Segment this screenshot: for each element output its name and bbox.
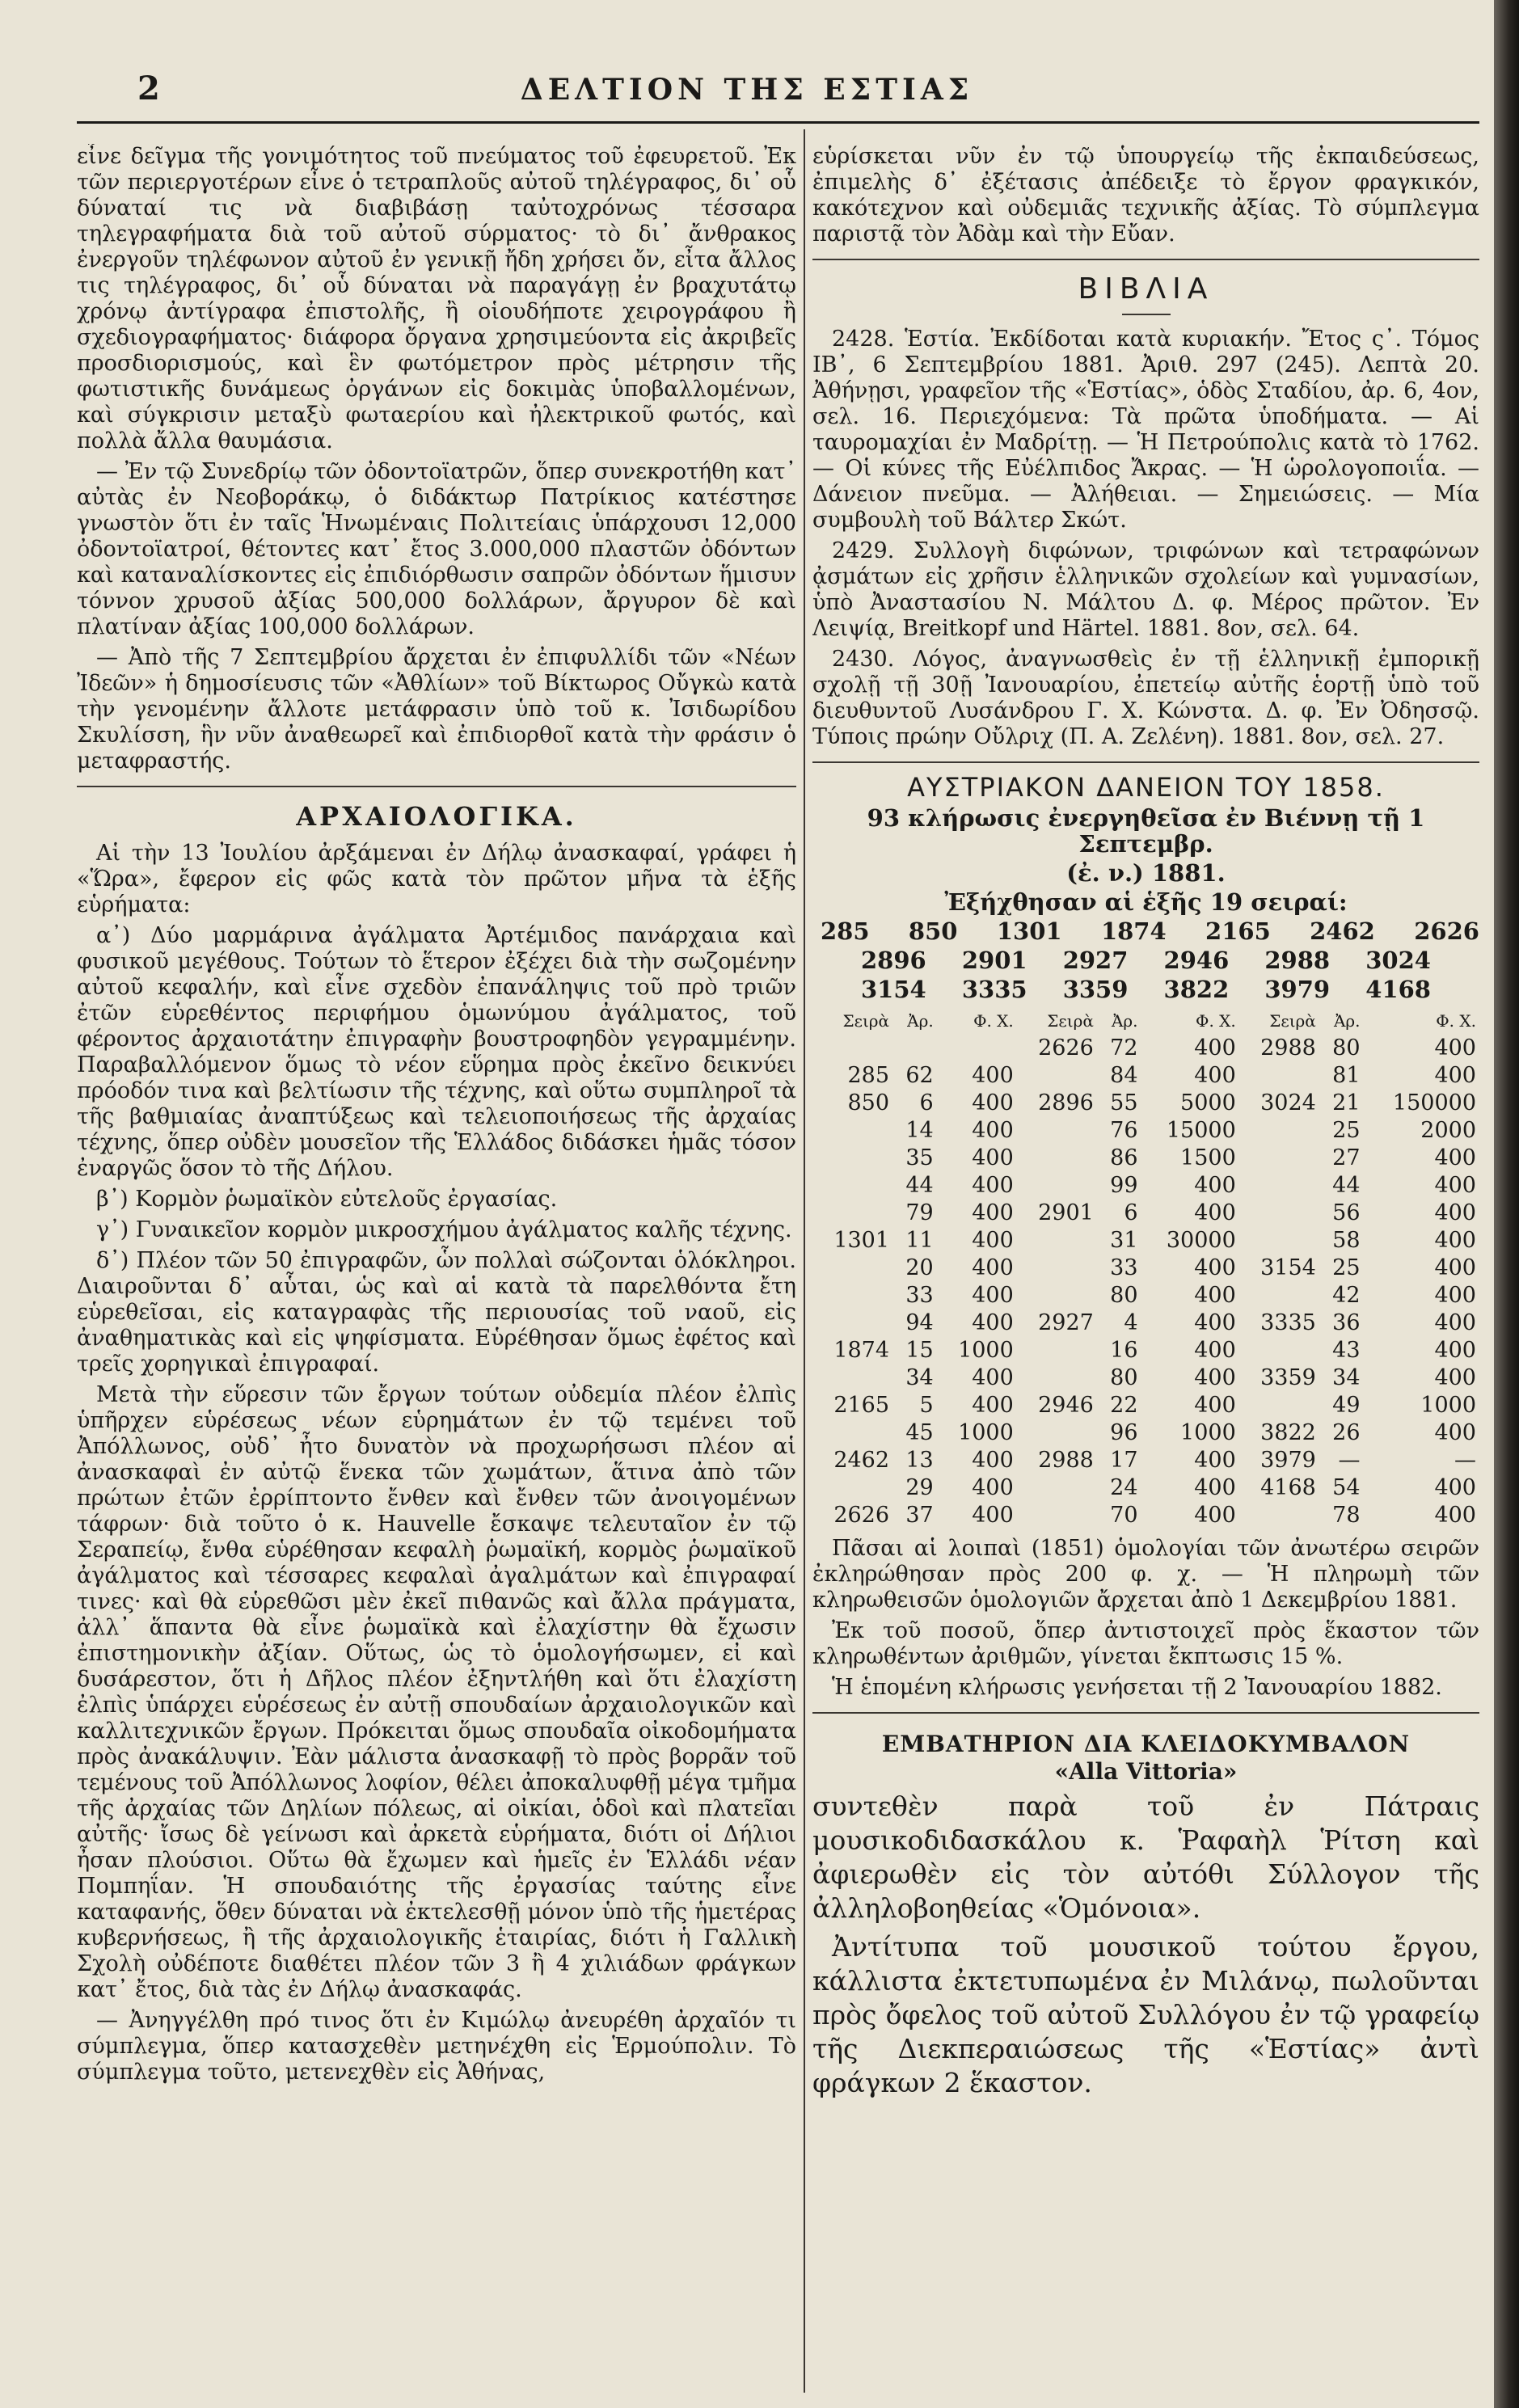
table-cell: 400 bbox=[1194, 1310, 1236, 1335]
table-cell: 400 bbox=[972, 1393, 1014, 1418]
march-title: ΕΜΒΑΤΗΡΙΟΝ ΔΙΑ ΚΛΕΙΔΟΚΥΜΒΑΛΟΝ bbox=[881, 1731, 1411, 1757]
table-header-cell: Φ. Χ. bbox=[1196, 1011, 1236, 1031]
loan-title: ΑΥΣΤΡΙΑΚΟΝ ΔΑΝΕΙΟΝ ΤΟΥ 1858. bbox=[907, 772, 1385, 803]
section-rule bbox=[812, 1712, 1479, 1714]
table-cell: 35 bbox=[905, 1145, 934, 1170]
series-number: 3359 bbox=[1062, 976, 1129, 1003]
table-cell bbox=[1239, 1172, 1319, 1200]
table-cell: 150000 bbox=[1392, 1090, 1476, 1115]
table-row bbox=[812, 1337, 1479, 1364]
series-number: 850 bbox=[908, 917, 958, 945]
table-cell: 400 bbox=[972, 1063, 1014, 1088]
table-row bbox=[812, 1282, 1479, 1309]
table-cell: 3335 bbox=[1260, 1310, 1316, 1335]
table-cell: 44 bbox=[1332, 1173, 1361, 1198]
table-cell: 3822 bbox=[1260, 1420, 1316, 1445]
table-cell: 400 bbox=[1194, 1448, 1236, 1473]
section-title-archaeology: ΑΡΧΑΙΟΛΟΓΙΚΑ. bbox=[296, 801, 577, 832]
table-cell: 34 bbox=[1332, 1365, 1361, 1390]
table-cell: 86 bbox=[1110, 1145, 1138, 1170]
series-number: 4168 bbox=[1365, 976, 1431, 1003]
table-cell: 400 bbox=[1194, 1035, 1236, 1061]
drawing-results-table bbox=[812, 1007, 1479, 1529]
table-cell: 400 bbox=[1434, 1420, 1476, 1445]
table-header-cell: Φ. Χ. bbox=[973, 1011, 1014, 1031]
series-number: 1874 bbox=[1100, 917, 1167, 945]
series-number: 2896 bbox=[861, 947, 926, 974]
table-cell: 400 bbox=[1194, 1063, 1236, 1088]
table-cell bbox=[812, 1200, 892, 1227]
table-cell: 72 bbox=[1110, 1035, 1138, 1061]
paragraph: — Ἐν τῷ Συνεδρίῳ τῶν ὀδοντοϊατρῶν, ὅπερ συνεκροτήθη κατ᾿ αὐτὰς ἐν Νεοβοράκῳ, ὁ διδάκτωρ Πατρίκιος κατέστησε γνωστὸν ὅτι ἐν ταῖς Ἡνωμέναις Πολιτείαις ὑπάρχουσι 12,000 ὀδοντοϊατροί, θέτοντες κατ᾿ ἔτος 3.000,000 πλαστῶν ὀδόντων καὶ καταναλίσκοντες εἰς ἐπιδιόρθωσιν σαπρῶν ὀδόντων ἥμισυν τόννον χρυσοῦ ἀξίας 500,000 δολλάρων, ἄργυρον δὲ καὶ πλατίναν ἀξίας 100,000 δολλάρων. bbox=[77, 459, 796, 639]
table-cell: 70 bbox=[1110, 1503, 1138, 1528]
table-row bbox=[812, 1474, 1479, 1502]
table-cell bbox=[1239, 1392, 1319, 1419]
table-cell: 400 bbox=[1434, 1338, 1476, 1363]
table-cell: 25 bbox=[1332, 1118, 1361, 1143]
finding-item: δ᾿) Πλέον τῶν 50 ἐπιγραφῶν, ὧν πολλαὶ σώζονται ὁλόκληροι. Διαιροῦνται δ᾿ αὗται, ὡς καὶ αἱ κατὰ τὰ παρελθόντα ἔτη εὑρεθεῖσαι, εἰς καταγραφὰς τῆς περιουσίας τοῦ ναοῦ, εἰς ἀναθηματικὰς καὶ εἰς ψηφίσματα. Εὑρέθησαν ὅμως ἐφέτος καὶ τρεῖς χορηγικαὶ ἐπιγραφαί. bbox=[77, 1248, 796, 1377]
table-cell: 20 bbox=[905, 1255, 934, 1280]
series-number: 2946 bbox=[1163, 947, 1230, 974]
table-cell: 43 bbox=[1332, 1338, 1361, 1363]
series-number: 3154 bbox=[861, 976, 926, 1003]
series-number: 2462 bbox=[1310, 917, 1375, 945]
series-number: 2626 bbox=[1414, 917, 1479, 945]
table-row bbox=[812, 1447, 1479, 1474]
series-list-row bbox=[812, 918, 1479, 944]
table-cell: 84 bbox=[1110, 1063, 1138, 1088]
table-cell: 78 bbox=[1332, 1503, 1361, 1528]
table-cell: 15000 bbox=[1166, 1118, 1236, 1143]
paragraph: Αἱ τὴν 13 Ἰουλίου ἀρξάμεναι ἐν Δήλῳ ἀνασκαφαί, γράφει ἡ «Ὥρα», ἔφερον εἰς φῶς κατὰ τὸν πρῶτον μῆνα τὰ ἑξῆς εὑρήματα: bbox=[77, 841, 796, 917]
table-row bbox=[812, 1502, 1479, 1529]
table-cell: 25 bbox=[1332, 1255, 1361, 1280]
table-cell bbox=[1017, 1255, 1097, 1282]
series-number: 2988 bbox=[1264, 947, 1331, 974]
table-cell: 49 bbox=[1332, 1393, 1361, 1418]
table-cell: 3359 bbox=[1260, 1365, 1316, 1390]
table-cell: 44 bbox=[905, 1173, 934, 1198]
table-cell: 400 bbox=[972, 1310, 1014, 1335]
table-cell bbox=[812, 1282, 892, 1309]
table-cell: 26 bbox=[1332, 1420, 1361, 1445]
table-cell: 2988 bbox=[1260, 1035, 1316, 1061]
table-cell: 400 bbox=[1194, 1338, 1236, 1363]
table-cell: 400 bbox=[972, 1090, 1014, 1115]
table-cell: — bbox=[1454, 1448, 1476, 1473]
series-number: 3979 bbox=[1264, 976, 1331, 1003]
series-list-row bbox=[812, 947, 1479, 973]
table-cell: — bbox=[1338, 1448, 1361, 1473]
table-cell: 400 bbox=[1194, 1200, 1236, 1225]
table-cell: 2626 bbox=[1038, 1035, 1094, 1061]
table-row bbox=[812, 1062, 1479, 1090]
table-cell: 400 bbox=[1434, 1255, 1476, 1280]
book-entry: 2429. Συλλογὴ διφώνων, τριφώνων καὶ τετραφώνων ᾀσμάτων εἰς χρῆσιν ἑλληνικῶν σχολείων καὶ γυμνασίων, ὑπὸ Ἀναστασίου Ν. Μάλτου Δ. φ. Μέρος πρῶτον. Ἐν Λειψίᾳ, Breitkopf und Härtel. 1881. 8ον, σελ. 64. bbox=[812, 538, 1479, 641]
table-cell bbox=[812, 1117, 892, 1145]
table-cell: 2896 bbox=[1038, 1090, 1094, 1115]
table-cell: 400 bbox=[972, 1228, 1014, 1253]
paragraph: Ἀντίτυπα τοῦ μουσικοῦ τούτου ἔργου, κάλλιστα ἐκτετυπωμένα ἐν Μιλάνῳ, πωλοῦνται πρὸς ὄφελος τοῦ αὐτοῦ Συλλόγου ἐν τῷ γραφείῳ τῆς Διεκπεραιώσεως τῆς «Ἑστίας» ἀντὶ φράγκων 2 ἕκαστον. bbox=[812, 1931, 1479, 2098]
table-cell: 1000 bbox=[1420, 1393, 1476, 1418]
table-cell: 37 bbox=[905, 1503, 934, 1528]
table-cell: 1301 bbox=[833, 1228, 890, 1253]
section-rule bbox=[812, 259, 1479, 260]
paragraph: συντεθὲν παρὰ τοῦ ἐν Πάτραις μουσικοδιδασκάλου κ. Ῥαφαὴλ Ῥίτση καὶ ἀφιερωθὲν εἰς τὸν αὐτόθι Σύλλογον τῆς ἀλληλοβοηθείας «Ὁμόνοια». bbox=[812, 1790, 1479, 1924]
table-cell bbox=[812, 1364, 892, 1392]
table-header-cell: Ἀρ. bbox=[1333, 1011, 1361, 1031]
table-cell bbox=[812, 1309, 892, 1337]
table-cell: 3979 bbox=[1260, 1448, 1316, 1473]
table-cell: 1000 bbox=[1180, 1420, 1236, 1445]
table-cell: 400 bbox=[1434, 1503, 1476, 1528]
left-column bbox=[77, 144, 796, 2399]
table-cell: 1874 bbox=[833, 1338, 890, 1363]
header-rule bbox=[77, 121, 1479, 124]
table-row bbox=[812, 1364, 1479, 1392]
paragraph: — Ἀνηγγέλθη πρό τινος ὅτι ἐν Κιμώλῳ ἀνευρέθη ἀρχαῖόν τι σύμπλεγμα, ὅπερ κατασχεθὲν μετηνέχθη εἰς Ἑρμούπολιν. Τὸ σύμπλεγμα τοῦτο, μετενεχθὲν εἰς Ἀθήνας, bbox=[77, 2008, 796, 2085]
table-cell bbox=[1017, 1117, 1097, 1145]
table-cell: 79 bbox=[905, 1200, 934, 1225]
march-subtitle: «Alla Vittoria» bbox=[1054, 1758, 1238, 1785]
table-cell bbox=[1239, 1117, 1319, 1145]
table-cell bbox=[812, 1145, 892, 1172]
series-number: 2165 bbox=[1205, 917, 1271, 945]
series-number: 285 bbox=[821, 917, 870, 945]
series-number: 2901 bbox=[961, 947, 1027, 974]
table-cell bbox=[1239, 1200, 1319, 1227]
table-row bbox=[812, 1255, 1479, 1282]
paragraph: εἶνε δεῖγμα τῆς γονιμότητος τοῦ πνεύματος τοῦ ἐφευρετοῦ. Ἐκ τῶν περιεργοτέρων εἶνε ὁ τετραπλοῦς αὐτοῦ τηλέγραφος, δι᾿ οὗ δύναταί τις νὰ διαβιβάσῃ ταὐτοχρόνως τέσσαρα τηλεγραφήματα διὰ τοῦ αὐτοῦ σύρματος· τὸ δι᾿ ἄνθρακος ἐνεργοῦν τηλέφωνον αὐτοῦ ἐν γενικῇ ἤδη χρήσει ὄν, εἶτα ἄλλος τις τηλέγραφος, δι᾿ οὗ δύναται νὰ παραγάγῃ ἐν βραχυτάτῳ χρόνῳ ἀντίγραφα ἐπιστολῆς, ἢ οἱουδήποτε χειρογράφου ἢ σχεδιογραφήματος· διάφορα ὄργανα χρησιμεύοντα εἰς ἀκριβεῖς προσδιορισμούς, καὶ ἓν φωτόμετρον πρὸς μέτρησιν τῆς φωτιστικῆς δυνάμεως ὀργάνων εἰς δοκιμὰς ὑποβαλλομένων, καὶ σύγκρισιν μεταξὺ φωταερίου καὶ ἠλεκτρικοῦ φωτός, καὶ πολλὰ ἄλλα θαυμάσια. bbox=[77, 144, 796, 453]
table-cell: 400 bbox=[1434, 1145, 1476, 1170]
table-row bbox=[812, 1227, 1479, 1255]
table-cell: 400 bbox=[1194, 1283, 1236, 1308]
table-cell: 3024 bbox=[1260, 1090, 1316, 1115]
table-cell: 4168 bbox=[1260, 1475, 1316, 1500]
table-cell: 1000 bbox=[958, 1420, 1014, 1445]
table-cell bbox=[812, 1255, 892, 1282]
table-cell: 5 bbox=[919, 1393, 934, 1418]
table-cell: 400 bbox=[972, 1475, 1014, 1500]
table-cell: 21 bbox=[1332, 1090, 1361, 1115]
table-cell: 80 bbox=[1110, 1365, 1138, 1390]
paragraph: εὑρίσκεται νῦν ἐν τῷ ὑπουργείῳ τῆς ἐκπαιδεύσεως, ἐπιμελὴς δ᾿ ἐξέτασις ἀπέδειξε τὸ ἔργον φραγκικόν, κακότεχνον καὶ οὐδεμιᾶς τεχνικῆς ἀξίας. Τὸ σύμπλεγμα παριστᾷ τὸν Ἀδὰμ καὶ τὴν Εὔαν. bbox=[812, 144, 1479, 247]
table-cell bbox=[812, 1419, 892, 1447]
table-cell: 80 bbox=[1332, 1035, 1361, 1061]
scan-edge bbox=[1494, 0, 1519, 2408]
table-cell: 400 bbox=[972, 1173, 1014, 1198]
table-cell: 14 bbox=[905, 1118, 934, 1143]
table-cell: 24 bbox=[1110, 1475, 1138, 1500]
table-cell: 400 bbox=[1194, 1393, 1236, 1418]
table-cell: 99 bbox=[1110, 1173, 1138, 1198]
table-cell bbox=[892, 1035, 937, 1062]
table-cell bbox=[1239, 1282, 1319, 1309]
table-row bbox=[812, 1117, 1479, 1145]
table-cell: 56 bbox=[1332, 1200, 1361, 1225]
series-number: 1301 bbox=[996, 917, 1062, 945]
table-row bbox=[812, 1090, 1479, 1117]
table-cell: 16 bbox=[1110, 1338, 1138, 1363]
table-cell: 94 bbox=[905, 1310, 934, 1335]
table-cell: 22 bbox=[1110, 1393, 1138, 1418]
table-row bbox=[812, 1392, 1479, 1419]
table-cell: 400 bbox=[1434, 1310, 1476, 1335]
page-number: 2 bbox=[137, 70, 160, 108]
table-row bbox=[812, 1035, 1479, 1062]
table-cell bbox=[937, 1035, 1017, 1062]
finding-item: α᾿) Δύο μαρμάρινα ἀγάλματα Ἀρτέμιδος πανάρχαια καὶ φυσικοῦ μεγέθους. Τούτων τὸ ἕτερον ἐξέχει διὰ τὴν σωζομένην αὐτοῦ κεφαλήν, καὶ εἶνε σχεδὸν ἐπανάληψις τοῦ πρὸ τριῶν ἐτῶν εὑρεθέντος περιφήμου ὁμωνύμου ἀγάλματος, τοῦ φέροντος ἀρχαιοτάτην ἐπιγραφὴν βουστροφηδὸν γεγραμμένην. Παραβαλλόμενον ὅμως τὸ νέον εὕρημα πρὸς ἐκεῖνο δεικνύει πρόοδόν τινα καὶ βελτίωσιν τῆς τέχνης, καὶ οὕτω συμπληροῖ τὰ τῆς βαθμιαίας ἀναπτύξεως καὶ τελειοποιήσεως τῆς ἀρχαίας τέχνης, ὅπερ οὐδὲν μουσεῖον τῆς Ἑλλάδος διδάσκει ἡμᾶς τόσον ἐναργῶς ὅσον τὸ τῆς Δήλου. bbox=[77, 923, 796, 1181]
table-row bbox=[812, 1309, 1479, 1337]
table-cell: 2901 bbox=[1038, 1200, 1094, 1225]
table-cell: 400 bbox=[1434, 1475, 1476, 1500]
march-description bbox=[812, 1790, 1479, 2100]
table-cell: 6 bbox=[919, 1090, 934, 1115]
table-cell: 400 bbox=[1194, 1255, 1236, 1280]
table-cell: 400 bbox=[1434, 1365, 1476, 1390]
table-cell: 30000 bbox=[1166, 1228, 1236, 1253]
table-cell: 34 bbox=[905, 1365, 934, 1390]
section-title-books: ΒΙΒΛΙΑ bbox=[1078, 272, 1214, 306]
table-header-cell: Σειρὰ bbox=[842, 1011, 890, 1031]
table-cell bbox=[1239, 1062, 1319, 1090]
table-cell: 400 bbox=[1434, 1283, 1476, 1308]
table-cell: 400 bbox=[972, 1503, 1014, 1528]
section-rule bbox=[77, 786, 796, 787]
table-cell bbox=[1239, 1145, 1319, 1172]
table-cell: 62 bbox=[905, 1063, 934, 1088]
table-cell: 400 bbox=[1434, 1228, 1476, 1253]
loan-note: Πᾶσαι αἱ λοιπαὶ (1851) ὁμολογίαι τῶν ἀνωτέρω σειρῶν ἐκληρώθησαν πρὸς 200 φ. χ. — Ἡ πληρωμὴ τῶν κληρωθεισῶν ὁμολογιῶν ἄρχεται ἀπὸ 1 Δεκεμβρίου 1881. bbox=[812, 1536, 1479, 1613]
table-cell: 2000 bbox=[1420, 1118, 1476, 1143]
table-cell: 29 bbox=[905, 1475, 934, 1500]
table-cell: 2462 bbox=[833, 1448, 890, 1473]
table-cell: 400 bbox=[1194, 1503, 1236, 1528]
table-header-cell: Ἀρ. bbox=[907, 1011, 934, 1031]
table-cell: 80 bbox=[1110, 1283, 1138, 1308]
finding-item: β᾿) Κορμὸν ῥωμαϊκὸν εὐτελοῦς ἐργασίας. bbox=[96, 1187, 558, 1212]
loan-series-line: Ἐξήχθησαν αἱ ἑξῆς 19 σειραί: bbox=[944, 888, 1348, 916]
series-list-row bbox=[812, 976, 1479, 1002]
table-cell: 285 bbox=[847, 1063, 890, 1088]
table-header-cell: Σειρὰ bbox=[1047, 1011, 1094, 1031]
table-cell: 3154 bbox=[1260, 1255, 1316, 1280]
table-row bbox=[812, 1172, 1479, 1200]
table-cell: 17 bbox=[1110, 1448, 1138, 1473]
table-header-cell: Φ. Χ. bbox=[1436, 1011, 1476, 1031]
table-body bbox=[812, 1035, 1479, 1529]
paragraph: — Ἀπὸ τῆς 7 Σεπτεμβρίου ἄρχεται ἐν ἐπιφυλλίδι τῶν «Νέων Ἰδεῶν» ἡ δημοσίευσις τῶν «Ἀθλίων» τοῦ Βίκτωρος Οὔγκὼ κατὰ τὴν γενομένην ἄλλοτε μετάφρασιν ὑπὸ τοῦ κ. Ἰσιδωρίδου Σκυλίσση, ἣν νῦν ἀναθεωρεῖ καὶ ἐπιδιορθοῖ κατὰ τὴν φράσιν ὁ μεταφραστής. bbox=[77, 645, 796, 774]
table-cell: 400 bbox=[1194, 1475, 1236, 1500]
section-rule bbox=[812, 761, 1479, 763]
table-cell: 4 bbox=[1124, 1310, 1138, 1335]
table-cell: 400 bbox=[1194, 1365, 1236, 1390]
table-cell: 2988 bbox=[1038, 1448, 1094, 1473]
table-header-cell: Ἀρ. bbox=[1111, 1011, 1138, 1031]
series-number: 3822 bbox=[1163, 976, 1230, 1003]
table-cell bbox=[1017, 1419, 1097, 1447]
table-cell bbox=[812, 1035, 892, 1062]
table-cell: 15 bbox=[905, 1338, 934, 1363]
table-cell bbox=[1017, 1282, 1097, 1309]
table-cell: 96 bbox=[1110, 1420, 1138, 1445]
table-cell bbox=[1017, 1474, 1097, 1502]
page-header bbox=[0, 57, 1494, 121]
table-cell: 81 bbox=[1332, 1063, 1361, 1088]
table-row bbox=[812, 1200, 1479, 1227]
table-cell: 400 bbox=[1434, 1200, 1476, 1225]
table-cell: 400 bbox=[972, 1255, 1014, 1280]
table-cell: 400 bbox=[972, 1118, 1014, 1143]
series-number: 3024 bbox=[1365, 947, 1431, 974]
table-cell: 58 bbox=[1332, 1228, 1361, 1253]
table-cell: 400 bbox=[972, 1200, 1014, 1225]
book-entry: 2428. Ἑστία. Ἐκδίδοται κατὰ κυριακήν. Ἔτος ς᾿. Τόμος ΙΒ᾿, 6 Σεπτεμβρίου 1881. Ἀριθ. 297 (245). Λεπτὰ 20. Ἀθήνῃσι, γραφεῖον τῆς «Ἑστίας», ὁδὸς Σταδίου, ἀρ. 6, 4ον, σελ. 16. Περιεχόμενα: Τὰ πρῶτα ὑποδήματα. — Αἱ ταυρομαχίαι ἐν Μαδρίτῃ. — Ἡ Πετρούπολις κατὰ τὸ 1762. — Οἱ κύνες τῆς Εὐέλπιδος Ἄκρας. — Ἡ ὡρολογοποιΐα. — Δάνειον πνεῦμα. — Ἀλήθειαι. — Σημειώσεις. — Μία συμβουλὴ τοῦ Βάλτερ Σκώτ. bbox=[812, 327, 1479, 533]
short-rule bbox=[1122, 314, 1171, 315]
right-column bbox=[812, 144, 1479, 2399]
loan-note: Ἡ ἑπομένη κλήρωσις γενήσεται τῇ 2 Ἰανουαρίου 1882. bbox=[832, 1675, 1442, 1700]
table-cell: 33 bbox=[905, 1283, 934, 1308]
table-cell bbox=[1239, 1502, 1319, 1529]
table-cell: 400 bbox=[1434, 1035, 1476, 1061]
table-cell: 33 bbox=[1110, 1255, 1138, 1280]
table-cell bbox=[1239, 1337, 1319, 1364]
table-cell: 31 bbox=[1110, 1228, 1138, 1253]
table-cell bbox=[1017, 1364, 1097, 1392]
table-cell: 2165 bbox=[833, 1393, 890, 1418]
table-cell: 400 bbox=[972, 1283, 1014, 1308]
table-cell: 400 bbox=[1434, 1063, 1476, 1088]
table-cell bbox=[1017, 1145, 1097, 1172]
table-cell bbox=[1017, 1062, 1097, 1090]
table-cell: 36 bbox=[1332, 1310, 1361, 1335]
table-header-row bbox=[812, 1007, 1479, 1035]
table-cell: 45 bbox=[905, 1420, 934, 1445]
table-cell: 1000 bbox=[958, 1338, 1014, 1363]
table-cell bbox=[1017, 1337, 1097, 1364]
table-cell: 2927 bbox=[1038, 1310, 1094, 1335]
table-cell bbox=[812, 1172, 892, 1200]
table-cell: 400 bbox=[972, 1365, 1014, 1390]
table-cell: 1500 bbox=[1180, 1145, 1236, 1170]
table-cell bbox=[1017, 1172, 1097, 1200]
finding-item: γ᾿) Γυναικεῖον κορμὸν μικροσχήμου ἀγάλματος καλῆς τέχνης. bbox=[96, 1217, 792, 1242]
table-cell bbox=[1239, 1227, 1319, 1255]
table-cell: 2626 bbox=[833, 1503, 890, 1528]
table-cell: 6 bbox=[1124, 1200, 1138, 1225]
table-row bbox=[812, 1145, 1479, 1172]
table-cell bbox=[1017, 1227, 1097, 1255]
table-cell: 400 bbox=[1194, 1173, 1236, 1198]
table-cell: 55 bbox=[1110, 1090, 1138, 1115]
table-cell: 400 bbox=[972, 1145, 1014, 1170]
table-cell: 42 bbox=[1332, 1283, 1361, 1308]
paragraph: Μετὰ τὴν εὕρεσιν τῶν ἔργων τούτων οὐδεμία πλέον ἐλπὶς ὑπῆρχεν εὑρέσεως νέων εὑρημάτων ἐν τῷ τεμένει τοῦ Ἀπόλλωνος, οὐδ᾿ ἦτο δυνατὸν νὰ προχωρήσωσι πλέον αἱ ἀνασκαφαὶ ἐν αὐτῷ ἕνεκα τῶν χωμάτων, ἅτινα ἀπὸ τῶν πρώτων ἐτῶν ἐρρίπτοντο ἔνθεν καὶ ἔνθεν τῶν ἀνοιγομένων τάφρων· διὰ τοῦτο ὁ κ. Hauvelle ἔσκαψε τελευταῖον ἐν τῷ Σεραπείῳ, ἔνθα εὑρέθησαν κεφαλὴ ῥωμαϊκή, κορμὸς ῥωμαϊκοῦ ἀγάλματος καὶ τέσσαρες κεφαλαὶ ἀγαλμάτων καὶ ἐπιγραφαί τινες· καὶ θὰ εὑρεθῶσι μὲν ἐκεῖ πιθανῶς καὶ ἄλλα πράγματα, ἀλλ᾿ ἅπαντα θὰ εἶνε ῥωμαϊκὰ καὶ ἐλαχίστην θὰ ἔχωσιν ἐπιστημονικὴν ἀξίαν. Οὕτως, ὡς τὸ ὁμολογήσωμεν, εἰ καὶ δυσάρεστον, ὅτι ἡ Δῆλος πλέον ἐξηντλήθη καὶ ὅτι ἐλαχίστη ἐλπὶς ὑπάρχει εὑρέσεως ἐν αὐτῇ σπουδαίων ἀρχαιολογικῶν καὶ καλλιτεχνικῶν ἔργων. Πρόκειται ὅμως σπουδαῖα οἰκοδομήματα πρὸς ἀνακάλυψιν. Ἐὰν μάλιστα ἀνασκαφῇ τὸ πρὸς βορρᾶν τοῦ τεμένους τοῦ Ἀπόλλωνος λοφίον, θέλει ἀποκαλυφθῇ μέγα τμῆμα τῆς ἀρχαίας τῶν Δηλίων πόλεως, αἱ οἰκίαι, ὁδοὶ καὶ πλατεῖαι αὐτῆς· ἴσως δὲ γείνωσι καὶ ἀρκετὰ εὑρήματα, διότι οἱ Δήλιοι ἦσαν πλούσιοι. Οὕτω θὰ ἔχωμεν καὶ ἡμεῖς ἐν Ἑλλάδι νέαν Πομπηΐαν. Ἡ σπουδαιότης τῆς ἐργασίας ταύτης εἶνε καταφανής, ὅθεν δύναται νὰ ἐκτελεσθῇ μόνον ὑπὸ τῆς ἡμετέρας κυβερνήσεως, ἢ τῆς ἀρχαιολογικῆς ἑταιρίας, διότι ἡ Γαλλικὴ Σχολὴ οὐδέποτε διαθέτει πλέον τῶν 3 ἢ 4 χιλιάδων φράγκων κατ᾿ ἔτος, διὰ τὰς ἐν Δήλῳ ἀνασκαφάς. bbox=[77, 1382, 796, 2002]
table-cell: 11 bbox=[905, 1228, 934, 1253]
masthead-title: ΔΕΛΤΙΟΝ ΤΗΣ ΕΣΤΙΑΣ bbox=[520, 73, 974, 107]
table-cell: 13 bbox=[905, 1448, 934, 1473]
loan-drawing-line: 93 κλήρωσις ἐνεργηθεῖσα ἐν Βιέννῃ τῇ 1 Σεπτεμβρ. bbox=[867, 804, 1425, 858]
table-cell: 2946 bbox=[1038, 1393, 1094, 1418]
loan-date-line: (ἐ. ν.) 1881. bbox=[1066, 859, 1226, 887]
series-number: 2927 bbox=[1062, 947, 1129, 974]
table-cell bbox=[1017, 1502, 1097, 1529]
table-cell: 400 bbox=[972, 1448, 1014, 1473]
table-cell: 5000 bbox=[1180, 1090, 1236, 1115]
table-cell: 76 bbox=[1110, 1118, 1138, 1143]
table-cell: 27 bbox=[1332, 1145, 1361, 1170]
column-divider bbox=[804, 129, 805, 2393]
table-row bbox=[812, 1419, 1479, 1447]
table-cell bbox=[812, 1474, 892, 1502]
table-cell: 400 bbox=[1434, 1173, 1476, 1198]
loan-note: Ἐκ τοῦ ποσοῦ, ὅπερ ἀντιστοιχεῖ πρὸς ἕκαστον τῶν κληρωθέντων ἀριθμῶν, γίνεται ἔκπτωσις 15 %. bbox=[812, 1618, 1479, 1669]
table-cell: 54 bbox=[1332, 1475, 1361, 1500]
table-header-cell: Σειρὰ bbox=[1269, 1011, 1316, 1031]
series-number: 3335 bbox=[961, 976, 1027, 1003]
book-entry: 2430. Λόγος, ἀναγνωσθεὶς ἐν τῇ ἑλληνικῇ ἐμπορικῇ σχολῇ τῇ 30ῇ Ἰανουαρίου, ἐπετείῳ αὐτῆς ἑορτῇ ὑπὸ τοῦ διευθυντοῦ Λυσάνδρου Γ. Χ. Κώνστα. Δ. φ. Ἐν Ὀδησσῷ. Τύποις πρώην Οὔλριχ (Π. Α. Ζελένη). 1881. 8ον, σελ. 27. bbox=[812, 647, 1479, 749]
table-cell: 850 bbox=[847, 1090, 890, 1115]
